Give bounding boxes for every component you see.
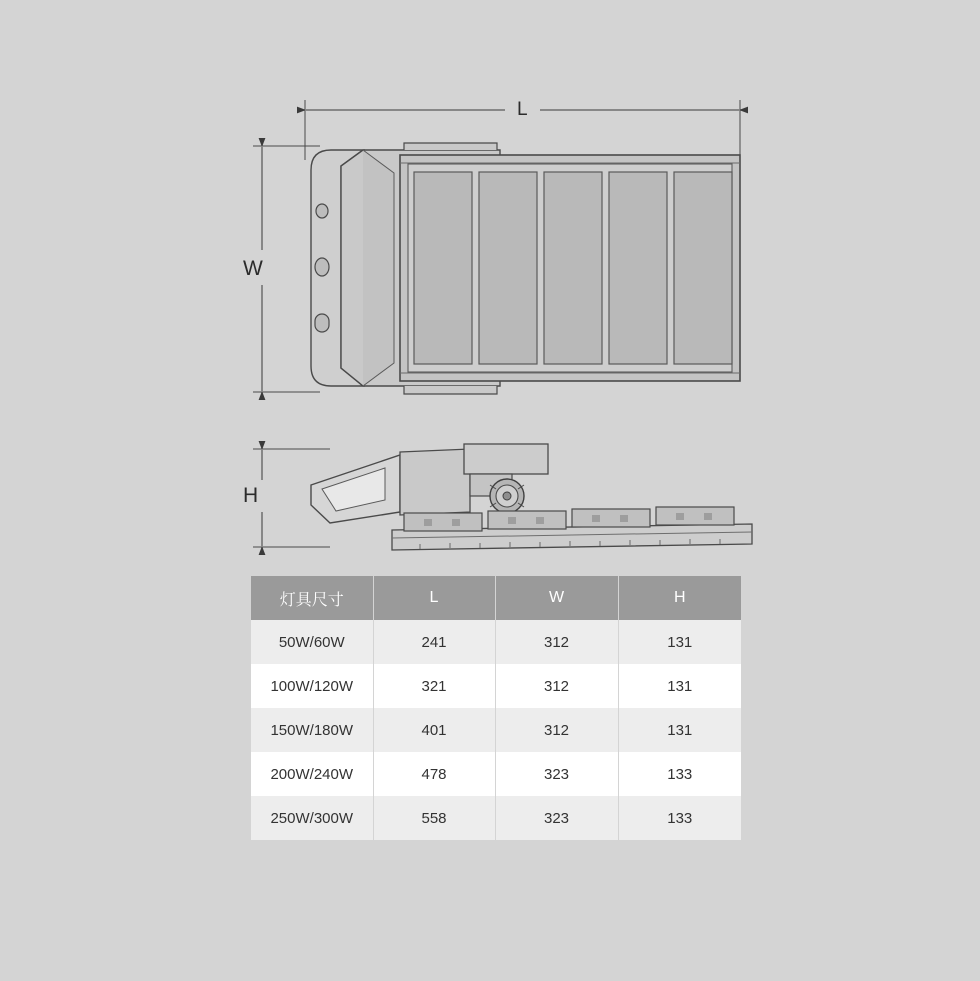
- dimension-label-width: W: [243, 257, 263, 280]
- table-row: [251, 752, 741, 796]
- column-header-h: H: [618, 576, 741, 620]
- cell-h: 131: [618, 664, 741, 708]
- side-view-floodlight: [311, 444, 752, 550]
- cell-model: 200W/240W: [251, 752, 373, 796]
- cell-h: 131: [618, 620, 741, 664]
- cell-model: 150W/180W: [251, 708, 373, 752]
- front-view-floodlight: [311, 143, 740, 394]
- dimension-table: [251, 576, 741, 840]
- cell-l: 321: [373, 664, 495, 708]
- table-row: [251, 620, 741, 664]
- cell-l: 241: [373, 620, 495, 664]
- dimension-label-length: L: [517, 99, 528, 120]
- cell-l: 401: [373, 708, 495, 752]
- table-row: [251, 708, 741, 752]
- column-header-l: L: [373, 576, 495, 620]
- cell-l: 558: [373, 796, 495, 840]
- cell-model: 250W/300W: [251, 796, 373, 840]
- cell-w: 323: [495, 752, 618, 796]
- table-header-row: [251, 576, 741, 620]
- cell-h: 133: [618, 796, 741, 840]
- column-header-w: W: [495, 576, 618, 620]
- cell-w: 312: [495, 664, 618, 708]
- dimension-label-height: H: [243, 484, 259, 507]
- cell-model: 50W/60W: [251, 620, 373, 664]
- cell-l: 478: [373, 752, 495, 796]
- cell-model: 100W/120W: [251, 664, 373, 708]
- cell-w: 312: [495, 708, 618, 752]
- cell-w: 323: [495, 796, 618, 840]
- table-row: [251, 664, 741, 708]
- cell-h: 131: [618, 708, 741, 752]
- cell-w: 312: [495, 620, 618, 664]
- cell-h: 133: [618, 752, 741, 796]
- column-header-model: 灯具尺寸: [251, 576, 373, 620]
- table-row: [251, 796, 741, 840]
